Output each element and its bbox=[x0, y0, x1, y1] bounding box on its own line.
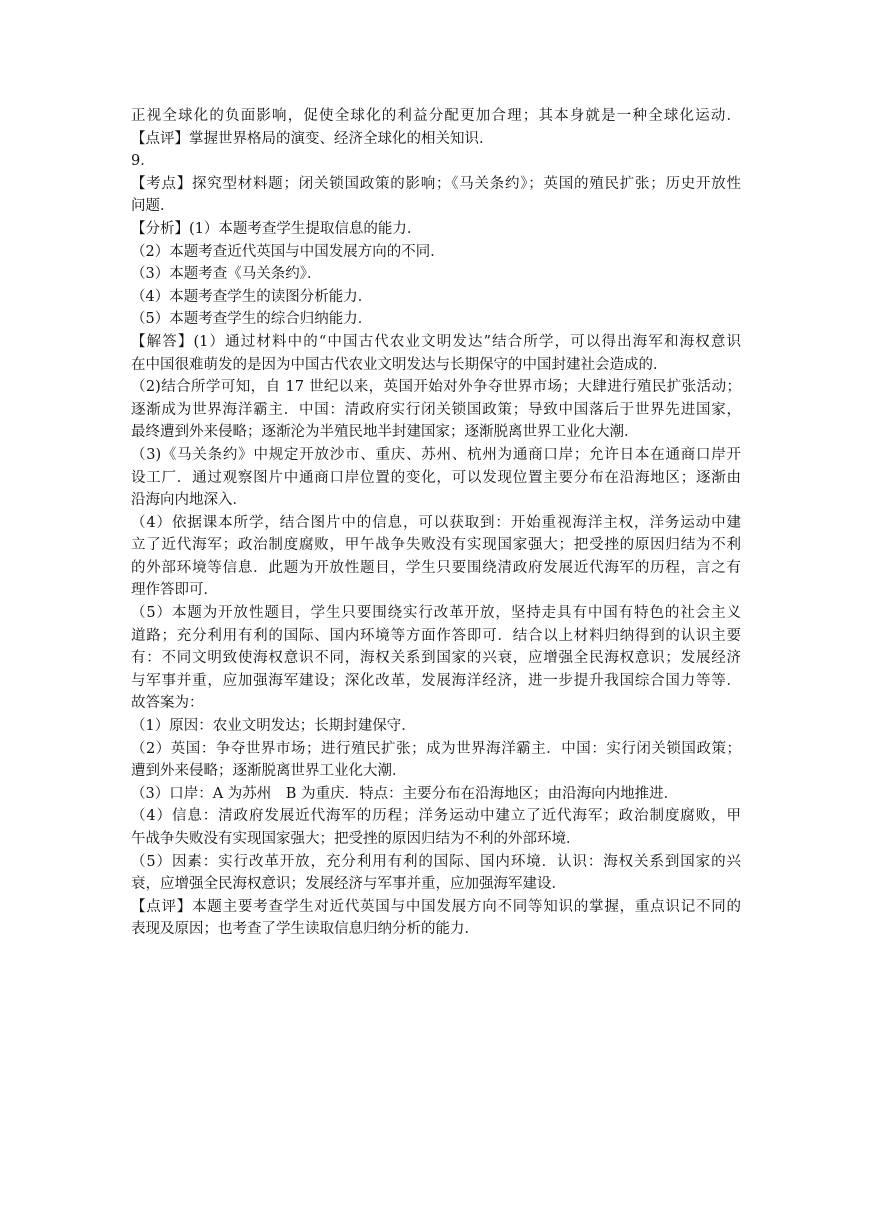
question-number: 9． bbox=[131, 153, 155, 170]
text-line: （2）英国：争夺世界市场；进行殖民扩张；成为世界海洋霸主．中国：实行闭关锁国政策； bbox=[131, 740, 741, 757]
text-line: （4）信息：清政府发展近代海军的历程；洋务运动中建立了近代海军；政治制度腐败，甲 bbox=[131, 808, 741, 825]
text-line: 衰，应增强全民海权意识；发展经济与军事并重，应加强海军建设． bbox=[131, 876, 566, 893]
text-line: 理作答即可． bbox=[131, 582, 218, 599]
text-line: 逐渐成为世界海洋霸主．中国：清政府实行闭关锁国政策；导致中国落后于世界先进国家， bbox=[131, 401, 741, 418]
text-line: 问题． bbox=[131, 198, 175, 215]
text-line: 【分析】(1）本题考查学生提取信息的能力． bbox=[131, 220, 422, 237]
text-line: （5）本题考查学生的综合归纳能力． bbox=[131, 311, 373, 328]
text-line: （3)《马关条约》中规定开放沙市、重庆、苏州、杭州为通商口岸；允许日本在通商口岸开 bbox=[131, 446, 741, 463]
text-line: 道路；充分利用有利的国际、国内环境等方面作答即可．结合以上材料归纳得到的认识主要 bbox=[131, 627, 741, 644]
text-line: （4）本题考查学生的读图分析能力． bbox=[131, 288, 373, 305]
text-line: 【考点】探究型材料题；闭关锁国政策的影响；《马关条约》；英国的殖民扩张；历史开放性 bbox=[131, 175, 741, 192]
text-line: （2）本题考查近代英国与中国发展方向的不同． bbox=[131, 243, 445, 260]
text-line: 午战争失败没有实现国家强大；把受挫的原因归结为不利的外部环境． bbox=[131, 831, 581, 847]
text-line: 【点评】本题主要考查学生对近代英国与中国发展方向不同等知识的掌握，重点识记不同的 bbox=[131, 898, 741, 915]
text-line: 正视全球化的负面影响，促使全球化的利益分配更加合理；其本身就是一种全球化运动． bbox=[131, 108, 741, 124]
text-line: 【解答】(1）通过材料中的“中国古代农业文明发达”结合所学，可以得出海军和海权意识 bbox=[131, 333, 741, 350]
document-body bbox=[131, 105, 741, 941]
text-line: 立了近代海军；政治制度腐败，甲午战争失败没有实现国家强大；把受挫的原因归结为不利 bbox=[131, 537, 741, 554]
text-line: 最终遭到外来侵略；逐渐沦为半殖民地半封建国家；逐渐脱离世界工业化大潮． bbox=[131, 424, 639, 441]
text-line: 沿海向内地深入． bbox=[131, 492, 247, 509]
text-line: 故答案为： bbox=[131, 695, 204, 712]
text-line: 与军事并重，应加强海军建设；深化改革，发展海洋经济，进一步提升我国综合国力等等． bbox=[131, 672, 741, 689]
text-line: 表现及原因；也考查了学生读取信息归纳分析的能力． bbox=[131, 921, 479, 938]
text-line: （3）口岸：A 为苏州 B 为重庆．特点：主要分布在沿海地区；由沿海向内地推进． bbox=[131, 785, 679, 802]
text-line: （3）本题考查《马关条约》． bbox=[131, 266, 322, 283]
text-line: （5）本题为开放性题目，学生只要围绕实行改革开放，坚持走具有中国有特色的社会主义 bbox=[131, 605, 741, 622]
text-line: 的外部环境等信息．此题为开放性题目，学生只要围绕清政府发展近代海军的历程，言之有 bbox=[131, 559, 741, 576]
text-line: 设工厂．通过观察图片中通商口岸位置的变化，可以发现位置主要分布在沿海地区；逐渐由 bbox=[131, 469, 741, 486]
text-line: （2)结合所学可知，自 17 世纪以来，英国开始对外争夺世界市场；大肆进行殖民扩张活动； bbox=[131, 379, 741, 396]
text-line: （5）因素：实行改革开放，充分利用有利的国际、国内环境．认识：海权关系到国家的兴 bbox=[131, 853, 741, 870]
text-line: 有：不同文明致使海权意识不同，海权关系到国家的兴衰，应增强全民海权意识；发展经济 bbox=[131, 650, 741, 667]
text-line: 在中国很难萌发的是因为中国古代农业文明发达与长期保守的中国封建社会造成的． bbox=[131, 356, 668, 373]
text-line: （1）原因：农业文明发达；长期封建保守． bbox=[131, 718, 416, 735]
text-line: 【点评】掌握世界格局的演变、经济全球化的相关知识． bbox=[131, 130, 494, 147]
text-line: 遭到外来侵略；逐渐脱离世界工业化大潮． bbox=[131, 763, 407, 780]
text-line: （4）依据课本所学，结合图片中的信息，可以获取到：开始重视海洋主权，洋务运动中建 bbox=[131, 514, 741, 531]
